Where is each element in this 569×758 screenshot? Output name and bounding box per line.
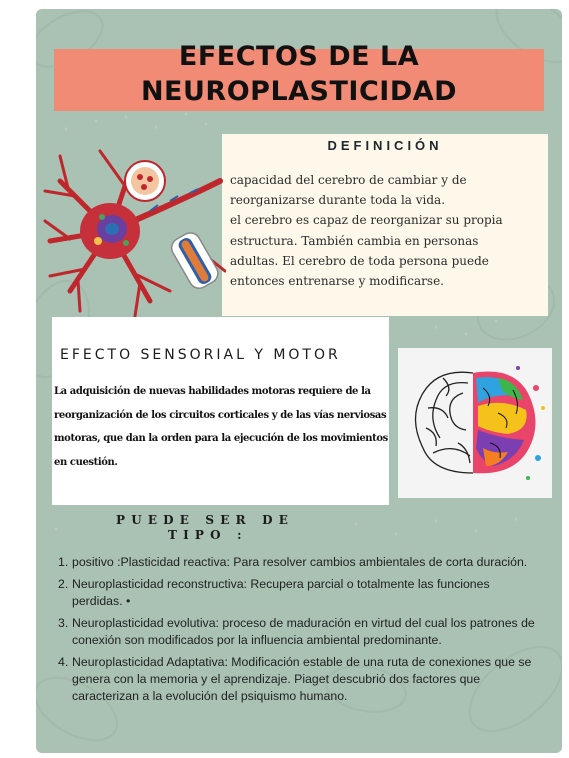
definition-line: capacidad del cerebro de cambiar y de xyxy=(230,173,467,187)
types-heading xyxy=(116,513,346,543)
types-list xyxy=(50,554,540,710)
list-item-text: positivo :Plasticidad reactiva: Para resolver cambios ambientales de corta duración. xyxy=(72,555,528,569)
definition-heading: DEFINICIÓN xyxy=(327,138,443,153)
list-item-number: 1. xyxy=(58,555,69,569)
definition-line: estructura. También cambia en personas xyxy=(230,233,479,248)
sensorimotor-line: en cuestión. xyxy=(54,456,118,468)
brain-illustration xyxy=(398,348,552,498)
title-line-1: EFECTOS DE LA xyxy=(178,41,420,72)
definition-line: entonces entrenarse y modificarse. xyxy=(230,274,444,289)
list-item-number: 3. xyxy=(58,616,69,630)
sensorimotor-heading: EFECTO SENSORIAL Y MOTOR xyxy=(60,347,341,363)
types-heading-line: T I P O : xyxy=(168,528,243,542)
list-item xyxy=(50,615,540,649)
list-item xyxy=(50,576,540,610)
sensorimotor-box xyxy=(52,317,389,505)
definition-line: reorganizarse durante toda la vida. xyxy=(230,193,446,208)
list-item-number: 2. xyxy=(58,577,69,591)
definition-text xyxy=(230,170,530,291)
page-title xyxy=(54,39,544,109)
list-item-text: Neuroplasticidad reconstructiva: Recupera parcial o totalmente las funciones perdidas. • xyxy=(72,577,490,608)
sensorimotor-text xyxy=(54,380,394,474)
list-item-text: Neuroplasticidad evolutiva: proceso de maduración en virtud del cual los patrones de conexión son modificados por la influencia ambiental predominante. xyxy=(72,616,535,647)
definition-line: adultas. El cerebro de toda persona puede xyxy=(230,253,489,268)
poster xyxy=(36,9,562,753)
neuron-illustration xyxy=(40,141,226,319)
sensorimotor-line: La adquisición de nuevas habilidades motoras requiere de la xyxy=(54,386,371,397)
list-item xyxy=(50,554,540,571)
types-heading-line: P U E D E S E R D E xyxy=(116,513,289,527)
definition-box xyxy=(222,134,548,316)
sensorimotor-line: reorganización de los circuitos corticales y de las vías nerviosas xyxy=(54,409,387,421)
title-line-2: NEUROPLASTICIDAD xyxy=(140,76,458,107)
sensorimotor-line: motoras, que dan la orden para la ejecución de los movimientos xyxy=(54,433,388,444)
list-item-text: Neuroplasticidad Adaptativa: Modificación estable de una ruta de conexiones que se genera con la memoria y el aprendizaje. Piaget descubrió dos factores que caracterizan a la evolución del psiquismo humano. xyxy=(72,655,532,703)
list-item-number: 4. xyxy=(58,655,69,669)
list-item xyxy=(50,654,540,705)
definition-line: el cerebro es capaz de reorganizar su propia xyxy=(230,213,503,228)
